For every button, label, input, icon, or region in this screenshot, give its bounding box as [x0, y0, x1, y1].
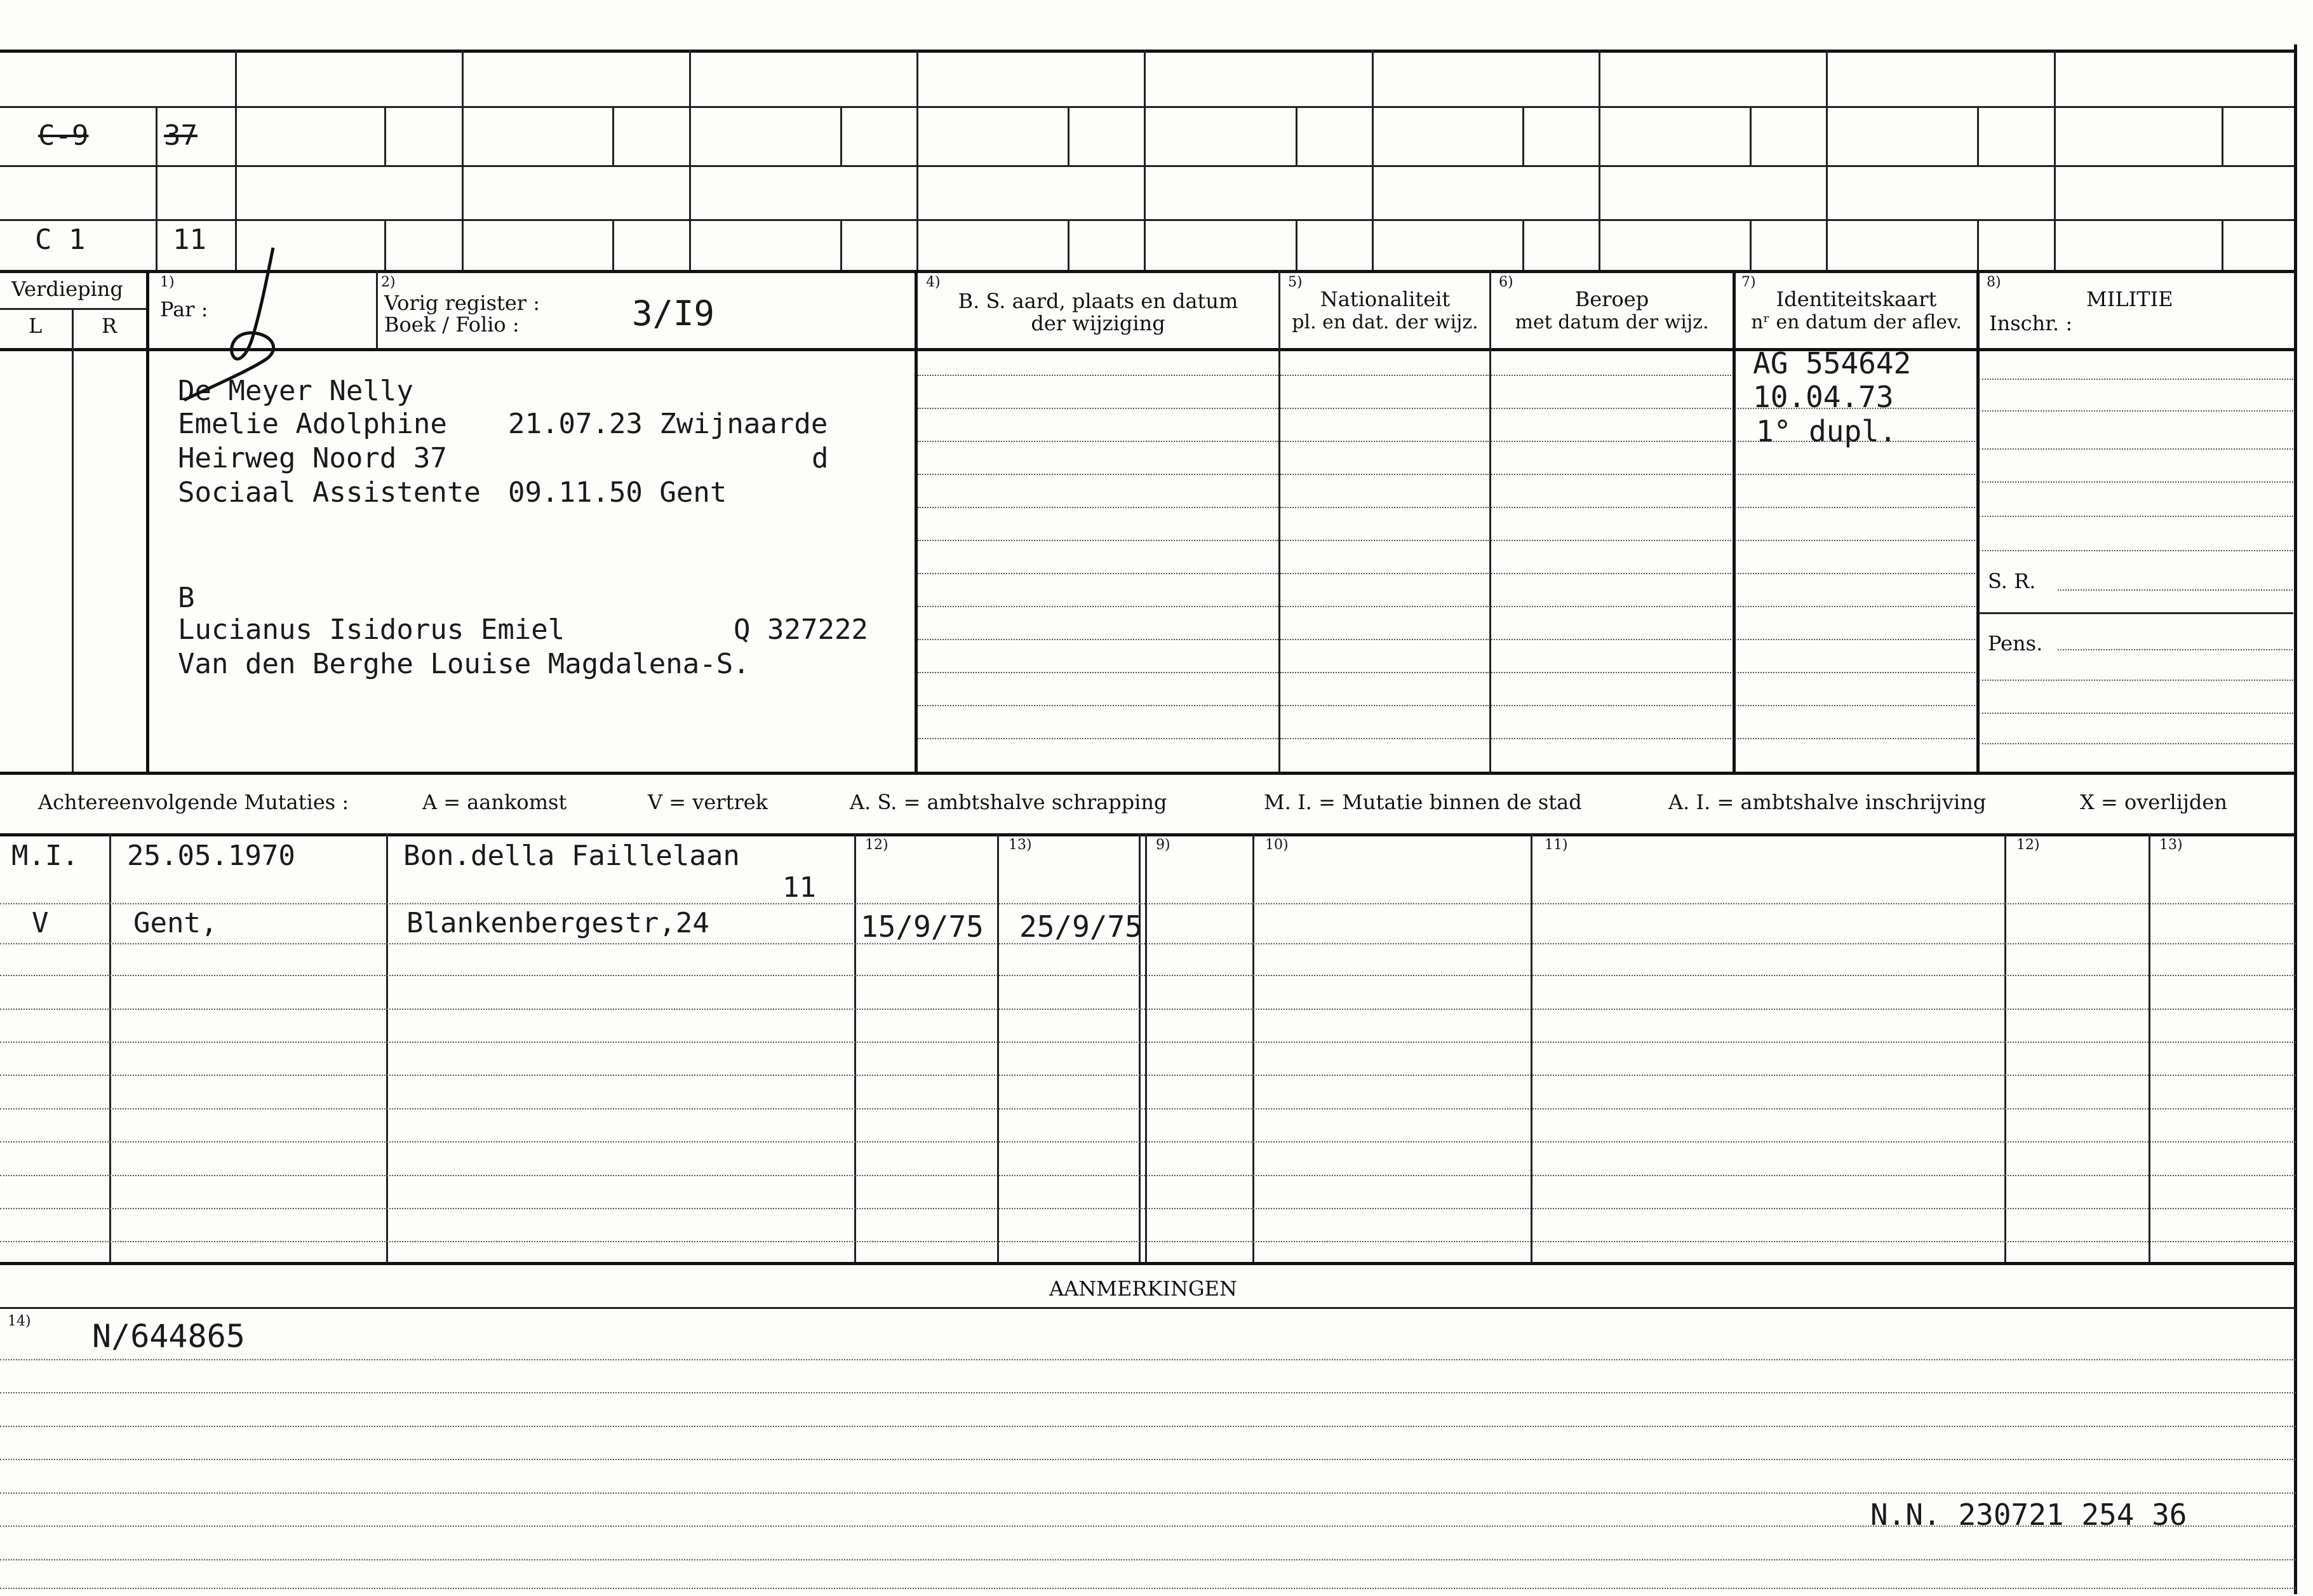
- mut1-number: 11: [782, 871, 816, 904]
- spouse-name: Lucianus Isidorus Emiel: [178, 614, 565, 646]
- folio-value: 3/I9: [632, 293, 715, 333]
- mut-num-12b: 12): [2016, 837, 2040, 853]
- bs-num: 4): [926, 274, 941, 290]
- code-2: 11: [173, 224, 206, 256]
- person-letter: B: [178, 582, 195, 614]
- spouse-code: Q 327222: [734, 614, 868, 646]
- legend-v: V = vertrek: [648, 790, 768, 814]
- legend-as: A. S. = ambtshalve schrapping: [850, 790, 1167, 814]
- code-1: C 1: [35, 224, 86, 256]
- mut2-place: Gent,: [133, 907, 218, 939]
- mut-num-13b: 13): [2159, 837, 2183, 853]
- militie-pens: Pens.: [1988, 631, 2043, 655]
- mut2-type: V: [32, 907, 49, 939]
- col-l-label: L: [29, 314, 43, 338]
- old-code-1: C-9: [38, 119, 89, 152]
- militie-sr: S. R.: [1988, 569, 2036, 593]
- mut2-address: Blankenbergestr,24: [406, 907, 709, 939]
- mut1-date: 25.05.1970: [127, 840, 295, 872]
- legend-ai: A. I. = ambtshalve inschrijving: [1668, 790, 1987, 814]
- nat-line2: pl. en dat. der wijz.: [1292, 311, 1478, 333]
- par-num: 1): [160, 274, 175, 290]
- col-r-label: R: [102, 314, 117, 338]
- person-marker: d: [812, 442, 829, 474]
- national-number: N.N. 230721 254 36: [1870, 1498, 2187, 1532]
- remarks-title: AANMERKINGEN: [1049, 1277, 1237, 1301]
- id-card-number: AG 554642: [1753, 346, 1912, 380]
- person-birth: 21.07.23 Zwijnaarde: [508, 408, 828, 440]
- par-label: Par :: [160, 297, 208, 321]
- mother-name: Van den Berghe Louise Magdalena-S.: [178, 648, 750, 680]
- id-line2: nʳ en datum der aflev.: [1751, 311, 1962, 333]
- beroep-num: 6): [1499, 274, 1513, 290]
- person-address: Heirweg Noord 37: [178, 442, 447, 474]
- mut-num-10: 10): [1265, 837, 1289, 853]
- mut1-address: Bon.della Faillelaan: [403, 840, 740, 872]
- bs-line1: B. S. aard, plaats en datum: [958, 289, 1238, 313]
- mut2-date2: 25/9/75: [1019, 909, 1143, 944]
- mut2-date1: 15/9/75: [861, 909, 984, 944]
- boek-label: Boek / Folio :: [384, 312, 520, 337]
- vorig-num: 2): [381, 274, 396, 290]
- remarks-num: 14): [8, 1313, 31, 1329]
- old-code-2: 37: [164, 119, 198, 152]
- beroep-line2: met datum der wijz.: [1515, 311, 1709, 333]
- id-line1: Identiteitskaart: [1776, 287, 1937, 311]
- mut-num-12: 12): [865, 837, 888, 853]
- remarks-code: N/644865: [92, 1318, 245, 1355]
- verdieping-label: Verdieping: [11, 277, 123, 301]
- beroep-line1: Beroep: [1574, 287, 1649, 311]
- id-num: 7): [1741, 274, 1756, 290]
- legend-a: A = aankomst: [422, 790, 567, 814]
- person-profession: Sociaal Assistente: [178, 476, 481, 509]
- vorig-label: Vorig register :: [384, 291, 540, 315]
- person-name: De Meyer Nelly: [178, 375, 413, 407]
- mil-num: 8): [1987, 274, 2001, 290]
- id-card-note: 1° dupl.: [1756, 414, 1897, 448]
- nat-line1: Nationaliteit: [1320, 287, 1451, 311]
- mut1-type: M.I.: [11, 840, 79, 872]
- person-marriage: 09.11.50 Gent: [508, 476, 727, 509]
- legend-title: Achtereenvolgende Mutaties :: [38, 790, 349, 814]
- militie-title: MILITIE: [2086, 287, 2173, 311]
- signature-mark: [171, 241, 311, 406]
- legend-x: X = overlijden: [2080, 790, 2227, 814]
- legend-mi: M. I. = Mutatie binnen de stad: [1264, 790, 1582, 814]
- mut-num-9: 9): [1156, 837, 1170, 853]
- person-given: Emelie Adolphine: [178, 408, 447, 440]
- id-card-date: 10.04.73: [1753, 380, 1894, 414]
- bs-line2: der wijziging: [1031, 311, 1165, 335]
- mut-num-13: 13): [1009, 837, 1032, 853]
- militie-inschr: Inschr. :: [1989, 311, 2073, 335]
- mut-num-11: 11): [1545, 837, 1568, 853]
- nat-num: 5): [1288, 274, 1303, 290]
